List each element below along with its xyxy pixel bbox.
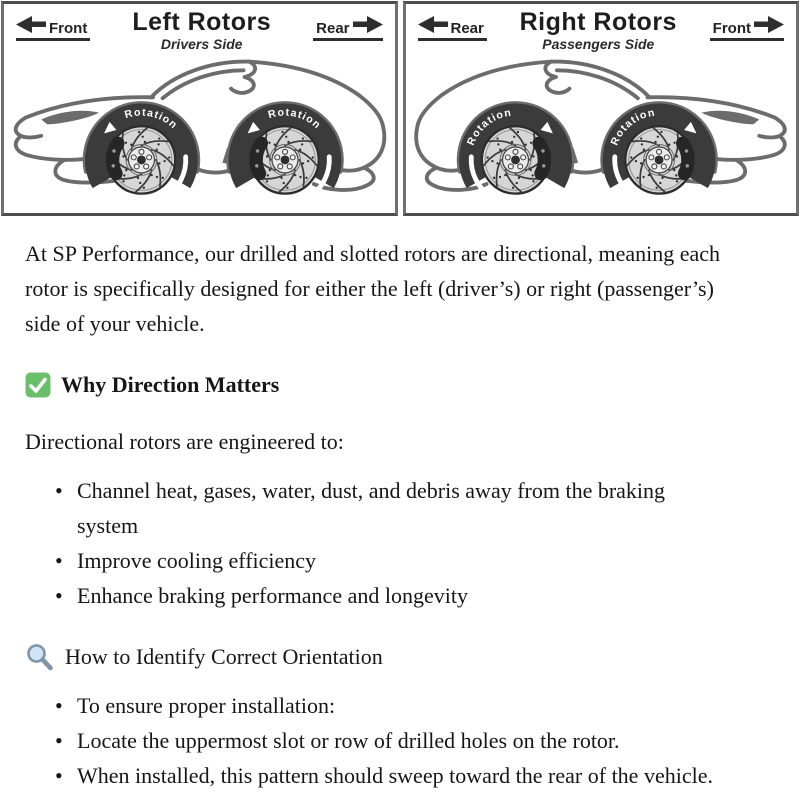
front-direction-label-right — [710, 16, 784, 41]
list-item: • Enhance braking performance and longevity — [55, 578, 718, 613]
right-panel-title: Right Rotors — [519, 8, 677, 36]
section-lead: Directional rotors are engineered to: — [25, 429, 344, 454]
benefits-list — [55, 473, 718, 613]
rear-label-right: Rear — [450, 20, 484, 37]
rotation-label: Rotation — [464, 106, 513, 148]
section-title: Why Direction Matters — [61, 372, 280, 397]
front-label-right: Front — [712, 20, 751, 37]
right-rotors-panel — [403, 1, 800, 216]
magnifier-icon — [25, 642, 55, 672]
car-diagram-left — [4, 52, 395, 210]
rear-direction-label-right — [418, 16, 487, 41]
rotor-direction-figure — [0, 0, 800, 216]
list-item: • Locate the uppermost slot or row of drilled holes on the rotor. — [55, 723, 718, 758]
section-heading-direction-matters — [25, 367, 775, 402]
check-icon — [25, 372, 51, 398]
left-panel-subtitle: Drivers Side — [160, 36, 243, 52]
right-arrow-icon — [353, 16, 383, 33]
left-panel-title: Left Rotors — [132, 8, 272, 36]
section-title: How to Identify Correct Orientation — [65, 644, 383, 669]
list-item: • To ensure proper installation: — [55, 688, 718, 723]
left-rotors-panel — [1, 1, 398, 216]
right-panel-header — [406, 4, 797, 52]
list-item: • Improve cooling efficiency — [55, 543, 718, 578]
left-panel-header — [4, 4, 395, 52]
list-item: • When installed, this pattern should sweep toward the rear of the vehicle. — [55, 758, 718, 793]
section-heading-identify-orientation — [25, 639, 775, 674]
right-arrow-icon — [754, 16, 784, 33]
car-diagram-right — [406, 52, 797, 210]
rear-direction-label — [313, 16, 382, 41]
article — [0, 216, 800, 793]
rotation-label: Rotation — [123, 106, 180, 132]
front-direction-label — [16, 16, 90, 41]
rear-label: Rear — [316, 20, 350, 37]
front-label: Front — [49, 20, 88, 37]
left-arrow-icon — [16, 16, 46, 33]
rotation-label: Rotation — [608, 106, 656, 148]
list-item: • Channel heat, gases, water, dust, and debris away from the braking system — [55, 473, 718, 543]
left-panel-titleblock — [90, 10, 313, 51]
intro-paragraph: At SP Performance, our drilled and slotted rotors are directional, meaning each rotor is specifically designed for either the left (driver’s) or right (passenger’s) side of your vehicle. — [25, 241, 721, 336]
left-arrow-icon — [418, 16, 448, 33]
right-panel-titleblock — [487, 10, 710, 51]
rotation-label: Rotation — [266, 106, 324, 132]
orientation-list — [55, 688, 718, 793]
right-panel-subtitle: Passengers Side — [542, 36, 655, 52]
